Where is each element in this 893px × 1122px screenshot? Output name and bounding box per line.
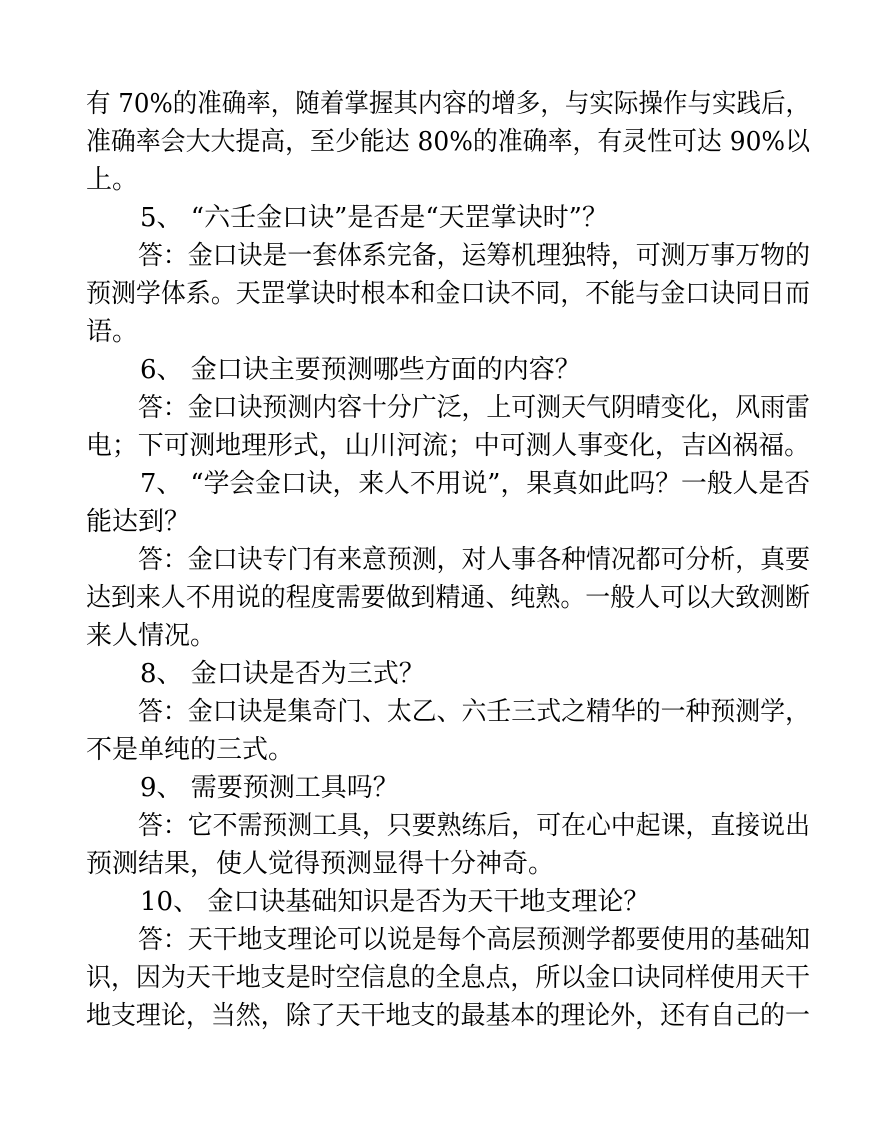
question-heading xyxy=(140,466,815,502)
text-line xyxy=(86,504,190,540)
line-text: 答：天干地支理论可以说是每个高层预测学都要使用的基础知 xyxy=(138,925,810,955)
line-text: 电；下可测地理形式，山川河流；中可测人事变化，吉凶祸福。 xyxy=(86,431,811,461)
text-line xyxy=(86,960,840,996)
line-text: 答：金口诀预测内容十分广泛，上可测天气阴晴变化，风雨雷 xyxy=(138,393,810,423)
line-text: 答：金口诀是集奇门、太乙、六壬三式之精华的一种预测学， xyxy=(138,697,810,727)
question-heading xyxy=(140,352,581,388)
line-text: 6、 金口诀主要预测哪些方面的内容？ xyxy=(140,355,581,385)
text-line xyxy=(86,314,138,350)
line-text: 8、 金口诀是否为三式？ xyxy=(140,659,425,689)
text-line xyxy=(138,694,840,730)
text-line xyxy=(138,238,840,274)
text-line xyxy=(138,808,840,844)
text-line xyxy=(138,922,840,958)
line-text: 语。 xyxy=(86,317,139,347)
line-text: 识，因为天干地支是时空信息的全息点，所以金口诀同样使用天干 xyxy=(86,963,811,993)
text-line xyxy=(86,276,840,312)
question-heading xyxy=(140,656,425,692)
line-text: 预测结果，使人觉得预测显得十分神奇。 xyxy=(86,849,555,879)
question-heading xyxy=(140,884,649,920)
text-line xyxy=(138,542,840,578)
line-text: 来人情况。 xyxy=(86,621,217,651)
line-text: 达到来人不用说的程度需要做到精通、纯熟。一般人可以大致测断 xyxy=(86,583,811,613)
text-line xyxy=(86,580,840,616)
line-text: 预测学体系。天罡掌诀时根本和金口诀不同，不能与金口诀同日而 xyxy=(86,279,811,309)
line-text: 地支理论，当然，除了天干地支的最基本的理论外，还有自己的一 xyxy=(86,1001,811,1031)
line-text: 10、 金口诀基础知识是否为天干地支理论？ xyxy=(140,887,650,917)
line-text: 答：金口诀是一套体系完备，运筹机理独特，可测万事万物的 xyxy=(138,241,810,271)
text-line xyxy=(138,390,840,426)
text-line xyxy=(86,846,554,882)
line-text: 不是单纯的三式。 xyxy=(86,735,295,765)
text-line xyxy=(86,428,814,464)
text-line xyxy=(86,732,294,768)
line-text: 7、 “学会金口诀，来人不用说”，果真如此吗？一般人是否 xyxy=(140,469,811,499)
text-line xyxy=(86,124,842,160)
line-text: 能达到？ xyxy=(86,507,191,537)
line-text: 答：金口诀专门有来意预测，对人事各种情况都可分析，真要 xyxy=(138,545,810,575)
line-text: 5、 “六壬金口诀”是否是“天罡掌诀时”？ xyxy=(140,203,608,233)
line-text: 准确率会大大提高，至少能达 80%的准确率，有灵性可达 90%以 xyxy=(86,127,810,157)
text-line xyxy=(86,998,840,1034)
text-line xyxy=(86,618,216,654)
line-text: 9、 需要预测工具吗？ xyxy=(140,773,399,803)
line-text: 上。 xyxy=(86,165,139,195)
line-text: 有 70%的准确率，随着掌握其内容的增多，与实际操作与实践后， xyxy=(86,89,810,119)
line-text: 答：它不需预测工具，只要熟练后，可在心中起课，直接说出 xyxy=(138,811,810,841)
question-heading xyxy=(140,770,399,806)
text-line xyxy=(86,86,854,122)
question-heading xyxy=(140,200,608,236)
text-line xyxy=(86,162,138,198)
